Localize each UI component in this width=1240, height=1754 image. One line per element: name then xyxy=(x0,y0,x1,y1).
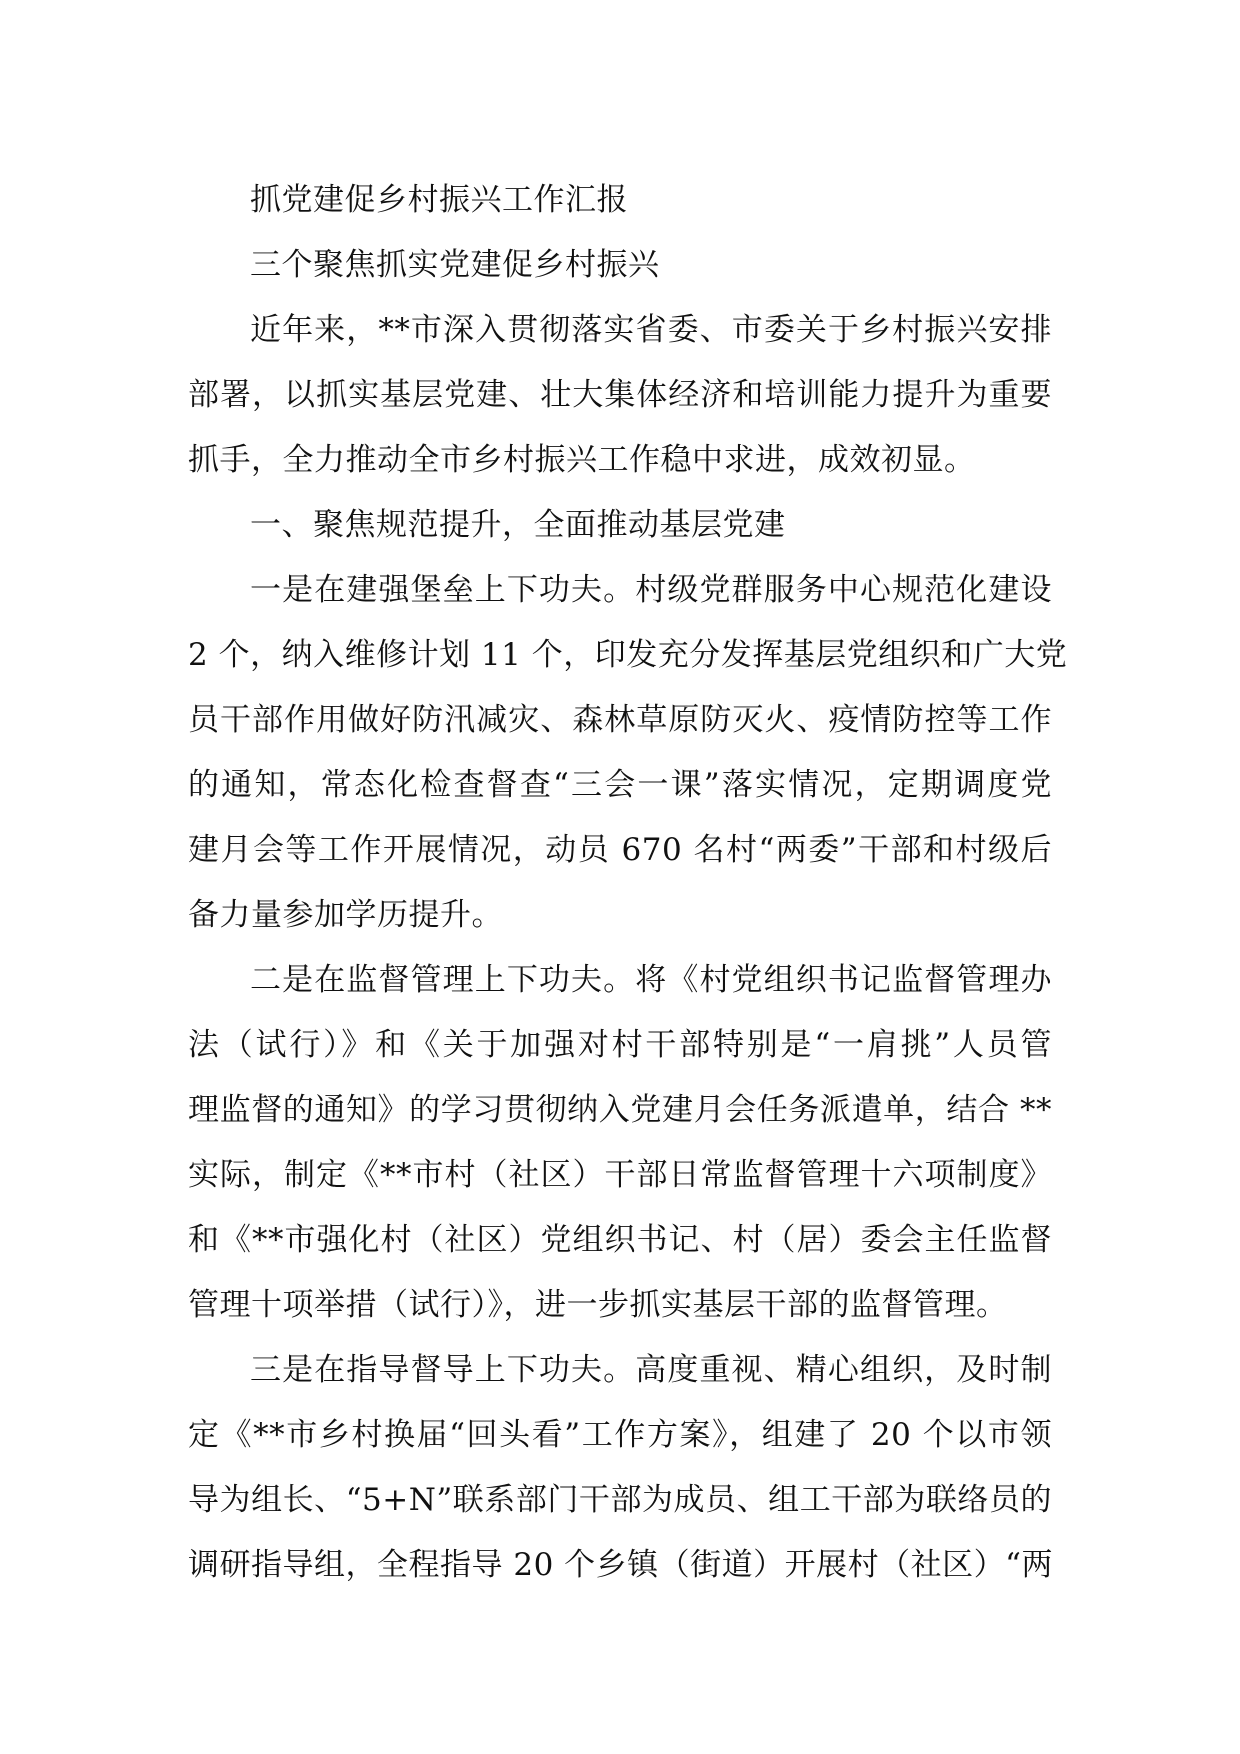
paragraph-line: 三是在指导督导上下功夫。高度重视、精心组织，及时制 xyxy=(250,1352,1052,1388)
paragraph-line: 定《**市乡村换届“回头看”工作方案》，组建了 20 个以市领 xyxy=(188,1417,1052,1453)
paragraph-line: 员干部作用做好防汛减灾、森林草原防灭火、疫情防控等工作 xyxy=(188,702,1052,738)
paragraph-line: 调研指导组，全程指导 20 个乡镇（街道）开展村（社区）“两 xyxy=(188,1547,1053,1583)
paragraph-line: 2 个，纳入维修计划 11 个，印发充分发挥基层党组织和广大党 xyxy=(188,637,1068,673)
paragraph-line: 管理十项举措（试行）》，进一步抓实基层干部的监督管理。 xyxy=(188,1287,1008,1323)
paragraph-line: 备力量参加学历提升。 xyxy=(188,897,503,933)
paragraph-line: 抓手，全力推动全市乡村振兴工作稳中求进，成效初显。 xyxy=(188,442,976,478)
paragraph-line: 部署，以抓实基层党建、壮大集体经济和培训能力提升为重要 xyxy=(188,377,1052,413)
paragraph-line: 的通知，常态化检查督查“三会一课”落实情况，定期调度党 xyxy=(188,767,1052,803)
section-heading: 一、聚焦规范提升，全面推动基层党建 xyxy=(250,507,786,543)
paragraph-line: 二是在监督管理上下功夫。将《村党组织书记监督管理办 xyxy=(250,962,1052,998)
document-subtitle: 三个聚焦抓实党建促乡村振兴 xyxy=(250,247,660,283)
paragraph-line: 一是在建强堡垒上下功夫。村级党群服务中心规范化建设 xyxy=(250,572,1052,608)
paragraph-line: 实际，制定《**市村（社区）干部日常监督管理十六项制度》 xyxy=(188,1157,1052,1193)
paragraph-line: 建月会等工作开展情况，动员 670 名村“两委”干部和村级后 xyxy=(188,832,1052,868)
paragraph-line: 近年来，**市深入贯彻落实省委、市委关于乡村振兴安排 xyxy=(250,312,1052,348)
paragraph-line: 导为组长、“5+N”联系部门干部为成员、组工干部为联络员的 xyxy=(188,1482,1052,1518)
paragraph-line: 法（试行）》和《关于加强对村干部特别是“一肩挑”人员管 xyxy=(188,1027,1052,1063)
paragraph-line: 和《**市强化村（社区）党组织书记、村（居）委会主任监督 xyxy=(188,1222,1052,1258)
document-title: 抓党建促乡村振兴工作汇报 xyxy=(250,182,628,218)
paragraph-line: 理监督的通知》的学习贯彻纳入党建月会任务派遣单，结合 ** xyxy=(188,1092,1052,1128)
